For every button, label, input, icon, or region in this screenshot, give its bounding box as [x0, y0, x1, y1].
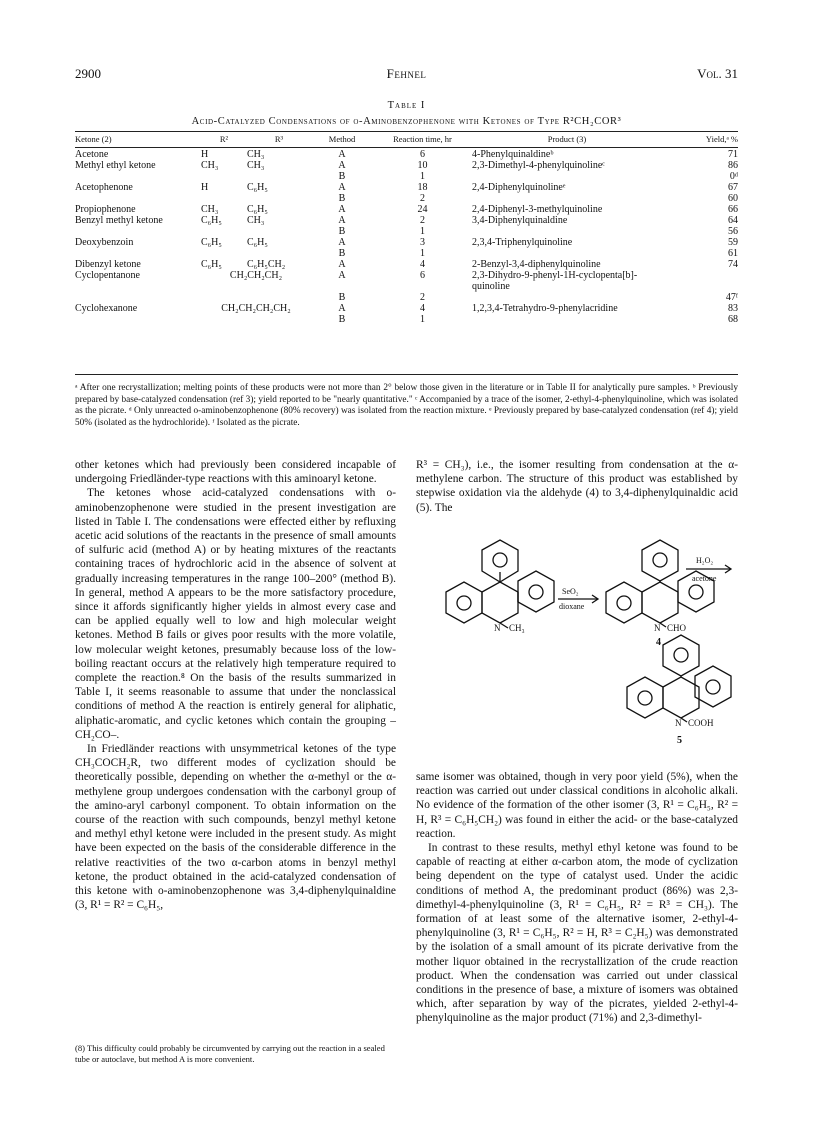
- table-cell: CH₃: [247, 160, 265, 171]
- table-header-row: [75, 133, 738, 148]
- running-header: [75, 66, 738, 84]
- table-cell: [472, 292, 662, 303]
- table-cell: 0ᵈ: [729, 171, 738, 182]
- table-cell: B: [338, 226, 346, 237]
- table-cell: [201, 314, 247, 325]
- paragraph: other ketones which had previously been considered incapable of undergoing Friedländer-type reactions with this aminoaryl ketone.: [75, 459, 396, 486]
- atom-label: N: [654, 623, 661, 633]
- table-row: [75, 182, 738, 193]
- table-cell: Propiophenone: [75, 204, 136, 215]
- table-cell: 2,4-Diphenyl-3-methylquinoline: [472, 204, 603, 215]
- table-cell: H: [201, 149, 209, 160]
- table-cell: Dibenzyl ketone: [75, 259, 141, 270]
- table-cell: [247, 314, 311, 325]
- substituent-label: COOH: [688, 718, 714, 728]
- table-cell: 47ᶠ: [725, 292, 738, 303]
- table-cell: 2: [420, 193, 425, 204]
- table-cell: 2,3,4-Triphenylquinoline: [472, 237, 573, 248]
- table-cell: [472, 193, 662, 204]
- table-cell: 4-Phenylquinaldineᵇ: [472, 149, 554, 160]
- table-row: [75, 215, 738, 226]
- table-row: [75, 248, 738, 259]
- table-row: [75, 237, 738, 248]
- paragraph: R³ = CH₃), i.e., the isomer resulting from condensation at the α-methylene carbon. The structure of this product was established by stepwise oxidation via the aldehyde (4) to 3,4-diphenylquinaldic acid (5). The: [416, 459, 738, 514]
- table-cell: C₆H₅: [247, 182, 268, 193]
- table-cell: Cyclohexanone: [75, 303, 138, 314]
- table-cell: A: [338, 303, 346, 314]
- table-cell: CH₂CH₂CH₂: [229, 270, 283, 281]
- footnote-8: (8) This difficulty could probably be circumvented by carrying out the reaction in a sealed tube or autoclave, but method A is more convenient.: [75, 1043, 385, 1064]
- paragraph: In Friedländer reactions with unsymmetrical ketones of the type CH₃COCH₂R, two different modes of cyclization should be theoretically possible, depending on whether the α-methyl or the α-methylene group undergoes condensation with the carbonyl group of the amino-aryl carbonyl component. To obtain information on the course of the reaction with such compounds, benzyl methyl ketone and methyl ethyl ketone were included in the present study. As might have been expected on the basis of the considerable difference in the relative reactivities of the two α-carbon atoms in benzyl methyl ketone, the product obtained in the acid-catalyzed condensation of this ketone with o-aminobenzophenone was 3,4-diphenylquinaldine (3, R¹ = R² = C₆H₅,: [75, 743, 396, 912]
- table-cell: A: [338, 259, 346, 270]
- paragraph: The ketones whose acid-catalyzed condensations with o-aminobenzophenone were studied in the present investigation are listed in Table I. The condensations were effected either by refluxing acetic acid solutions of the reactants in the presence of small amounts of sulfuric acid (method A) or by heating mixtures of the reactants containing traces of hydrochloric acid in the absence of solvent at gradually increasing temperatures in the range 100–200° (method B). In general, method A appears to be the more satisfactory procedure, since it affords significantly higher yields in almost every case and can be applied equally well to low and high molecular weight ketones. Method B fails or gives poor results with the more volatile, low molecular weight ketones, presumably because loss of the low-boiling reactant occurs at the relatively high temperature required to complete the reaction.⁸ On the basis of the results summarized in Table I, it seems reasonable to assume that under the nonclassical conditions of method A the reaction is entirely general for aliphatic, aliphatic-aromatic, and cyclic ketones which contain the grouping –CH₂CO–.: [75, 487, 396, 741]
- table-cell: C₆H₅: [201, 215, 222, 226]
- table-row: [75, 193, 738, 204]
- table-cell: 60: [728, 193, 738, 204]
- table-cell: 1: [420, 171, 425, 182]
- reagent-label: dioxane: [559, 602, 585, 611]
- table-cell: Acetone: [75, 149, 109, 160]
- table-title: Acid-Catalyzed Condensations of o-Aminobenzophenone with Ketones of Type R²CH₂COR³: [191, 116, 622, 127]
- table-row: [75, 303, 738, 314]
- column-header: R³: [274, 134, 284, 144]
- table-cell: 1: [420, 226, 425, 237]
- table-1: [75, 133, 738, 325]
- table-cell: [472, 226, 662, 237]
- table-cell: 4: [420, 259, 425, 270]
- table-row: [75, 270, 738, 292]
- paragraph: In contrast to these results, methyl ethyl ketone was found to be capable of reacting at either α-carbon atom, the mode of cyclization being dependent on the type of catalyst used. Under the acidic conditions of method A, the predominant product (86%) was 2,3-dimethyl-4-phenylquinoline (3, R¹ = C₆H₅, R² = R³ = CH₃). The formation of at least some of the alternative isomer, 2-ethyl-4-phenylquinoline (3, R¹ = C₆H₅, R² = H, R³ = C₂H₅) was demonstrated by the isolation of a small amount of its picrate derivative from the mother liquor obtained in the recrystallization of the crude reaction product. When the condensation was carried out under classical conditions in the presence of base, a mixture of isomers was obtained which, after separation by way of the picrates, yielded 2-ethyl-4-phenylquinoline as the major product (71%) and 2,3-dimethyl-: [416, 842, 738, 1025]
- right-column-top: [416, 458, 738, 515]
- table-row: [75, 292, 738, 303]
- table-cell: 86: [728, 160, 738, 171]
- compound-number: 5: [677, 735, 682, 746]
- table-cell: [75, 226, 201, 237]
- substituent-label: CH₃: [509, 623, 525, 633]
- table-cell: [472, 248, 662, 259]
- table-footnotes: ᵃ After one recrystallization; melting points of these products were not more than 2° below those given in the literature or in Table II for analytically pure samples. ᵇ Previously prepared by base-catalyzed condensation (ref 3); yield reported to be "nearly quantitative." ᶜ Accompanied by a trace of the isomer, 2-ethyl-4-phenylquinoline, which was isolated as the picrate. ᵈ Only unreacted o-aminobenzophenone (80% recovery) was isolated from the reaction mixture. ᵉ Previously prepared by base-catalyzed condensation (ref 4); yield 50% (isolated as the hydrochloride). ᶠ Isolated as the picrate.: [75, 383, 738, 428]
- column-header: Method: [328, 134, 356, 144]
- table-cell: C₆H₅: [201, 259, 222, 270]
- table-bottom-rule: [75, 374, 738, 375]
- running-author: Fehnel: [386, 66, 427, 81]
- table-cell: 2: [420, 215, 425, 226]
- table-cell: CH₃: [201, 160, 219, 171]
- table-cell: [201, 226, 247, 237]
- table-cell: 1,2,3,4-Tetrahydro-9-phenylacridine: [472, 303, 618, 314]
- table-body: [75, 149, 738, 325]
- table-cell: 6: [420, 149, 425, 160]
- acid-structure: [627, 635, 731, 722]
- table-cell: H: [201, 182, 209, 193]
- table-cell: 83: [728, 303, 738, 314]
- table-label: Table I: [387, 100, 426, 111]
- table-cell: 64: [728, 215, 738, 226]
- table-row: [75, 149, 738, 160]
- table-cell: Acetophenone: [75, 182, 133, 193]
- table-cell: 2,4-Diphenylquinolineᵉ: [472, 182, 566, 193]
- aldehyde-structure: [606, 540, 714, 627]
- table-cell: 66: [728, 204, 738, 215]
- table-cell: [662, 270, 738, 292]
- table-cell: 61: [728, 248, 738, 259]
- table-cell: 2: [420, 292, 425, 303]
- table-cell: [472, 171, 662, 182]
- table-cell: 2,3-Dihydro-9-phenyl-1H-cyclopenta[b]-quinoline: [472, 270, 638, 292]
- table-cell: 10: [417, 160, 428, 171]
- table-cell: [247, 193, 311, 204]
- table-cell: CH₃: [201, 204, 219, 215]
- table-cell: 68: [728, 314, 738, 325]
- table-cell: 4: [420, 303, 425, 314]
- reagent-label: H₂O₂: [696, 556, 714, 565]
- table-cell: Cyclopentanone: [75, 270, 140, 281]
- substituent-label: CHO: [667, 623, 687, 633]
- table-cell: 3,4-Diphenylquinaldine: [472, 215, 568, 226]
- table-row: [75, 204, 738, 215]
- atom-label: N: [675, 718, 682, 728]
- table-cell: C₆H₅CH₂: [247, 259, 286, 270]
- left-column: [75, 458, 396, 913]
- table-cell: [247, 171, 311, 182]
- table-cell: 18: [417, 182, 428, 193]
- reagent-label: acetone: [692, 574, 717, 583]
- table-cell: CH₃: [247, 149, 265, 160]
- table-cell: Methyl ethyl ketone: [75, 160, 156, 171]
- table-cell: C₆H₅: [247, 204, 268, 215]
- table-cell: 2-Benzyl-3,4-diphenylquinoline: [472, 259, 601, 270]
- reaction-scheme: [416, 527, 738, 762]
- column-header: Yield,ᵃ %: [705, 134, 738, 144]
- quinaldine-structure: [446, 540, 554, 628]
- table-cell: [75, 292, 201, 303]
- table-cell: Benzyl methyl ketone: [75, 215, 163, 226]
- table-cell: [201, 171, 247, 182]
- table-cell: A: [338, 182, 346, 193]
- table-cell: C₆H₅: [247, 237, 268, 248]
- table-cell: 74: [728, 259, 738, 270]
- table-cell: [201, 193, 247, 204]
- table-cell: Deoxybenzoin: [75, 237, 134, 248]
- table-cell: 1: [420, 314, 425, 325]
- table-row: [75, 160, 738, 171]
- table-cell: 67: [728, 182, 738, 193]
- table-cell: 24: [417, 204, 428, 215]
- table-row: [75, 171, 738, 182]
- table-cell: [472, 314, 662, 325]
- table-row: [75, 259, 738, 270]
- table-cell: [247, 226, 311, 237]
- compound-number: 4: [656, 637, 661, 648]
- table-cell: [247, 292, 311, 303]
- right-column-bottom: [416, 770, 738, 1026]
- table-cell: [75, 314, 201, 325]
- table-cell: 3: [420, 237, 425, 248]
- table-cell: [247, 248, 311, 259]
- table-cell: 59: [728, 237, 738, 248]
- table-cell: A: [338, 270, 346, 281]
- column-header: Ketone (2): [75, 134, 112, 144]
- table-cell: [201, 248, 247, 259]
- table-cell: 1: [420, 248, 425, 259]
- table-cell: B: [338, 292, 346, 303]
- column-header: Reaction time, hr: [393, 134, 452, 144]
- table-cell: [75, 248, 201, 259]
- column-header: R²: [219, 134, 229, 144]
- volume-label: Vol. 31: [697, 66, 738, 81]
- table-cell: A: [338, 204, 346, 215]
- table-cell: [201, 292, 247, 303]
- table-cell: B: [338, 171, 346, 182]
- table-cell: [75, 193, 201, 204]
- column-header: Product (3): [547, 134, 587, 144]
- table-top-rule: [75, 131, 738, 132]
- table-cell: CH₂CH₂CH₂CH₂: [221, 303, 291, 314]
- table-cell: B: [338, 314, 346, 325]
- table-cell: 2,3-Dimethyl-4-phenylquinolineᶜ: [472, 160, 605, 171]
- table-cell: C₆H₅: [201, 237, 222, 248]
- table-cell: A: [338, 149, 346, 160]
- table-cell: CH₃: [247, 215, 265, 226]
- page-number: 2900: [75, 66, 101, 81]
- paragraph: same isomer was obtained, though in very poor yield (5%), when the reaction was carried out under classical conditions in alcoholic alkali. No evidence of the formation of the other isomer (3, R¹ = C₆H₅, R² = H, R³ = C₆H₅CH₂) was found in either the acid- or the base-catalyzed reaction.: [416, 771, 738, 840]
- table-cell: B: [338, 193, 346, 204]
- table-cell: A: [338, 237, 346, 248]
- table-cell: 71: [728, 149, 738, 160]
- reagent-label: SeO₂: [562, 587, 579, 596]
- table-cell: 56: [728, 226, 738, 237]
- table-cell: A: [338, 215, 346, 226]
- table-row: [75, 314, 738, 325]
- table-cell: A: [338, 160, 346, 171]
- atom-label: N: [494, 623, 501, 633]
- table-cell: [75, 171, 201, 182]
- table-cell: 6: [420, 270, 425, 281]
- table-cell: B: [338, 248, 346, 259]
- table-row: [75, 226, 738, 237]
